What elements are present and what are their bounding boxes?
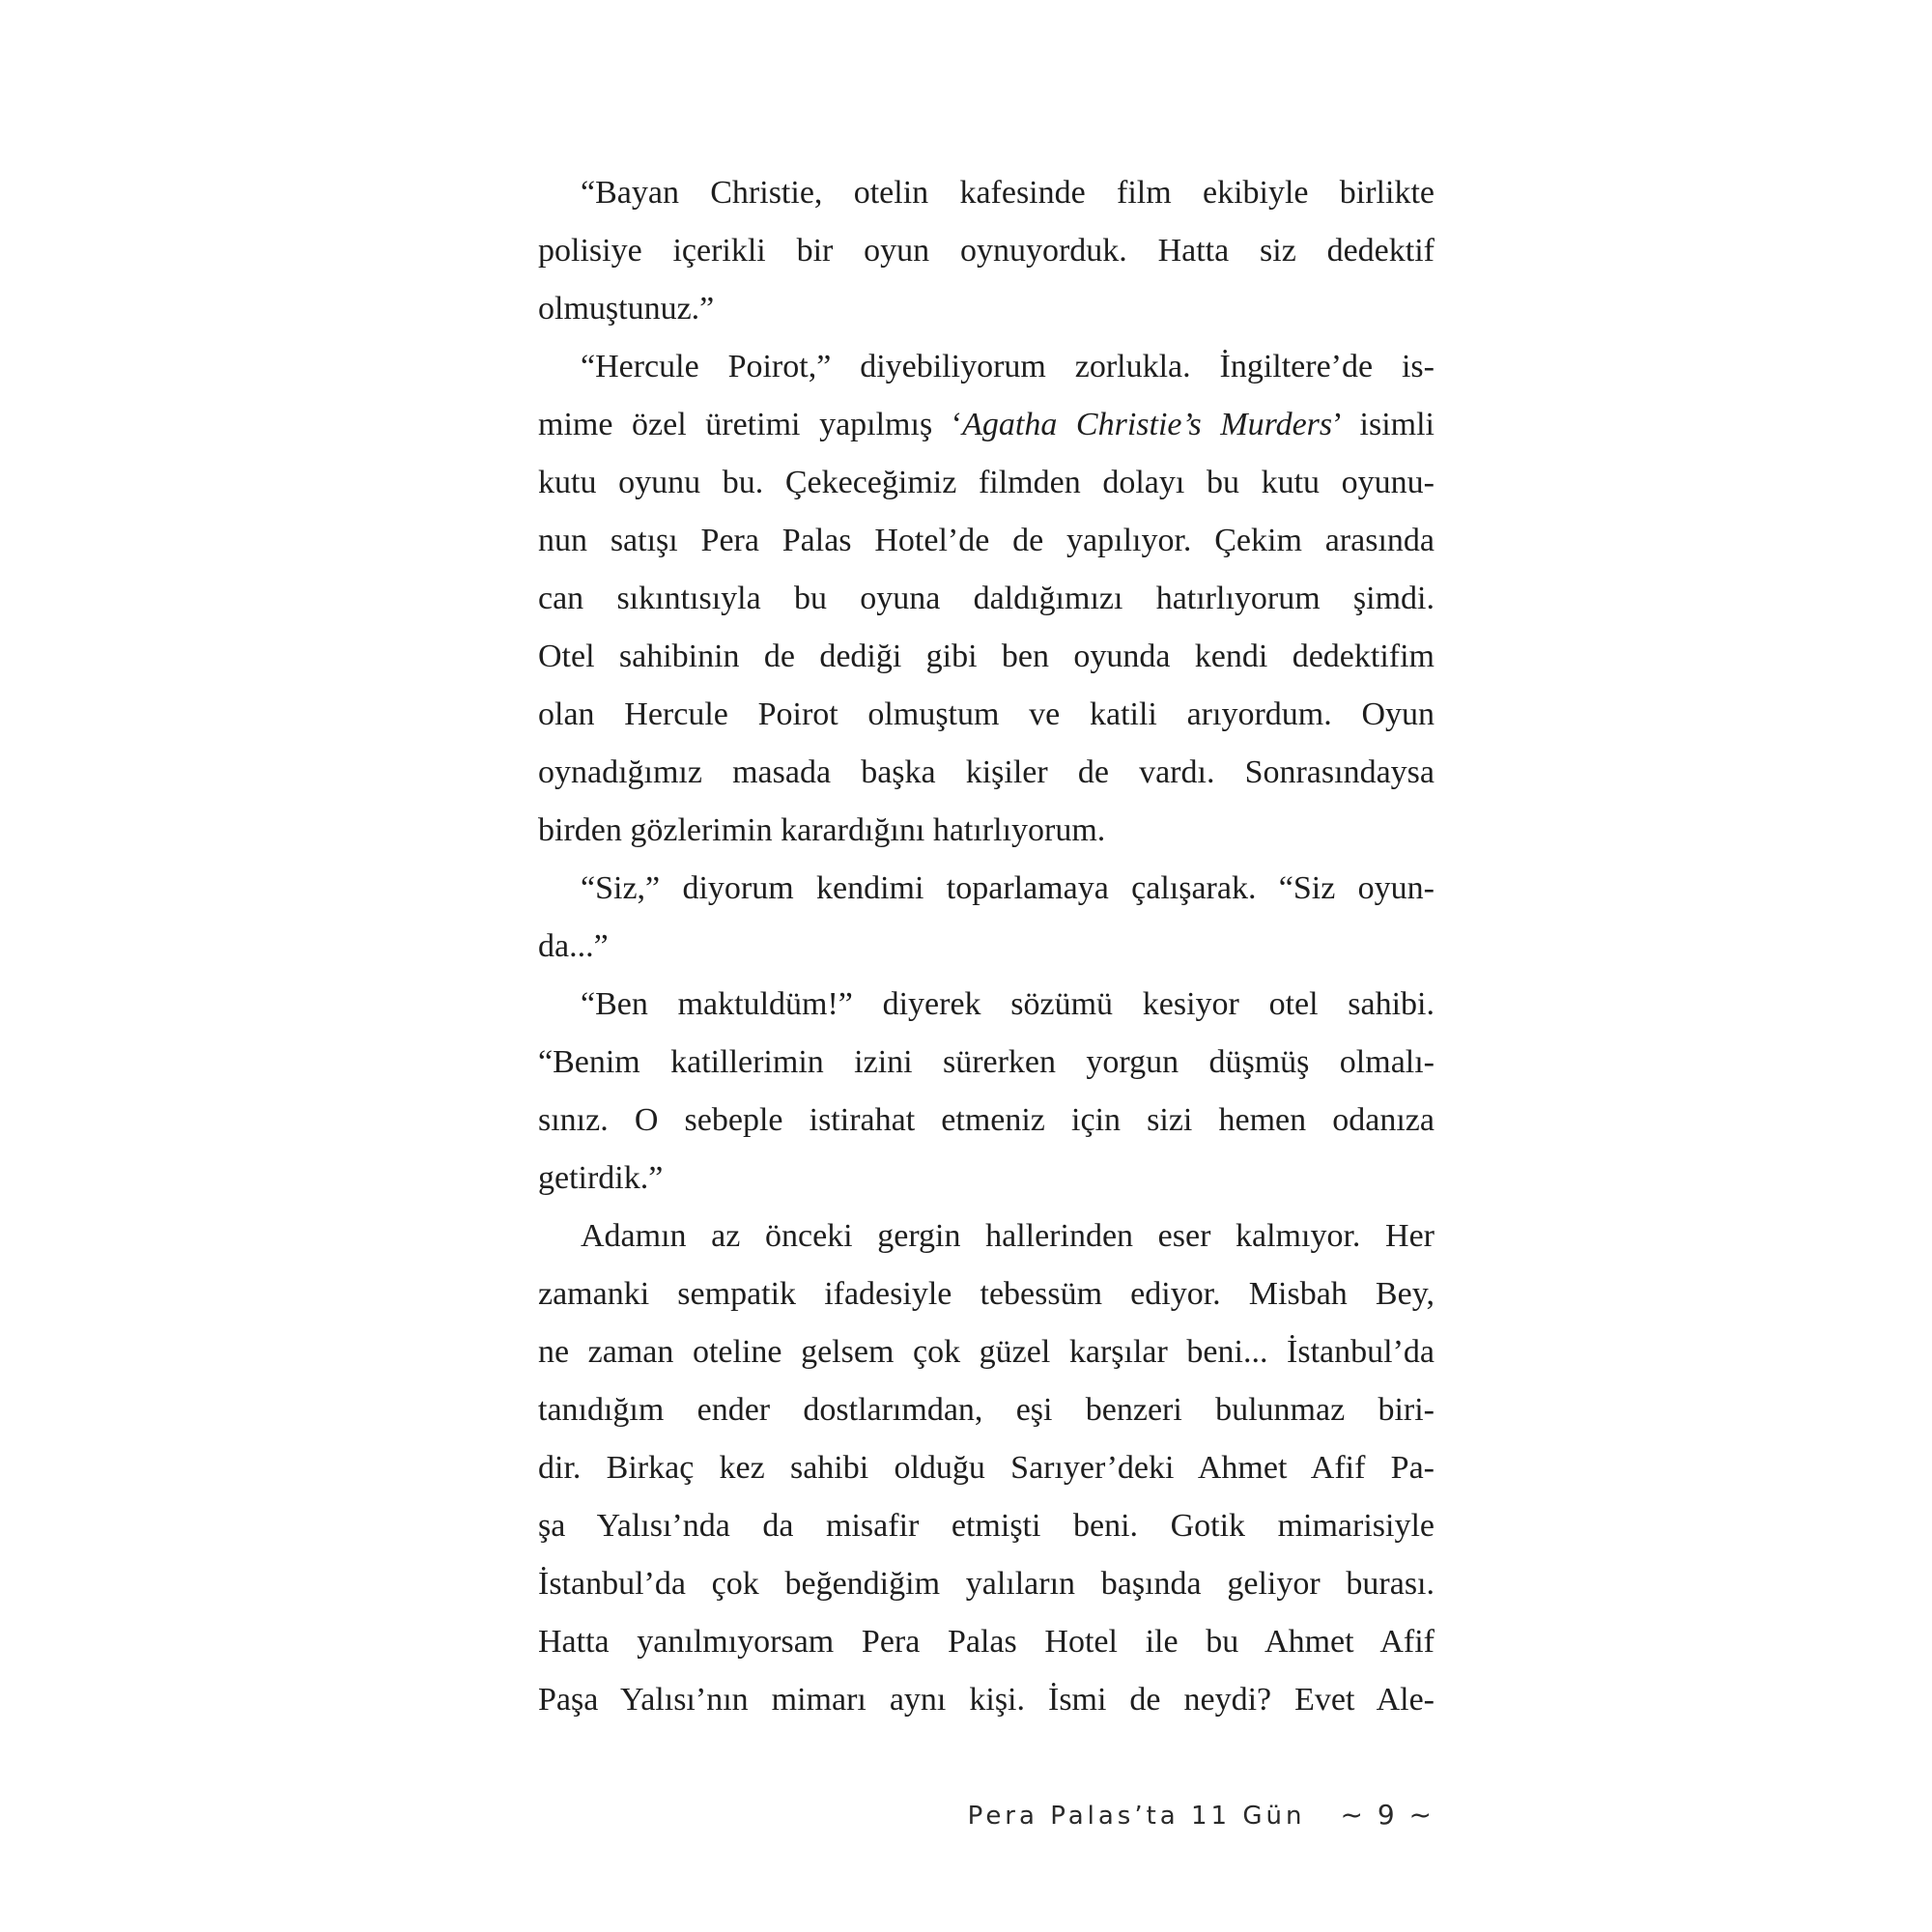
text-segment: ’ isimli — [1332, 407, 1435, 442]
text-line — [538, 744, 1435, 802]
text-line — [538, 454, 1435, 512]
text-line — [538, 1381, 1435, 1439]
text-line — [538, 628, 1435, 686]
text-line — [538, 1555, 1435, 1613]
text-segment: nun satışı Pera Palas Hotel’de de yapılıyor. Çekim arasında — [538, 523, 1435, 558]
text-line — [538, 976, 1435, 1034]
text-line — [538, 1323, 1435, 1381]
text-line — [538, 1034, 1435, 1092]
text-segment: oynadığımız masada başka kişiler de vardı. Sonrasındaysa — [538, 754, 1435, 790]
text-segment: getirdik.” — [538, 1160, 664, 1196]
text-segment: “Ben maktuldüm!” diyerek sözümü kesiyor otel sahibi. — [581, 986, 1435, 1022]
text-segment: da...” — [538, 928, 609, 964]
text-line — [538, 1497, 1435, 1555]
text-segment: ne zaman oteline gelsem çok güzel karşılar beni... İstanbul’da — [538, 1334, 1435, 1370]
italic-text-segment: Agatha Christie’s Murders — [962, 407, 1333, 442]
body-text — [538, 164, 1435, 1729]
text-line — [538, 860, 1435, 918]
text-line — [538, 512, 1435, 570]
running-title: Pera Palas’ta 11 Gün — [967, 1802, 1306, 1831]
text-line — [538, 396, 1435, 454]
text-segment: zamanki sempatik ifadesiyle tebessüm ediyor. Misbah Bey, — [538, 1276, 1435, 1312]
text-segment: Otel sahibinin de dediği gibi ben oyunda kendi dedektifim — [538, 639, 1435, 674]
text-line — [538, 338, 1435, 396]
text-line — [538, 570, 1435, 628]
text-segment: Adamın az önceki gergin hallerinden eser kalmıyor. Her — [581, 1218, 1435, 1254]
text-line — [538, 1439, 1435, 1497]
text-segment: birden gözlerimin karardığını hatırlıyorum. — [538, 812, 1106, 848]
text-line — [538, 280, 1435, 338]
text-segment: “Hercule Poirot,” diyebiliyorum zorlukla. İngiltere’de is- — [581, 349, 1435, 384]
page-footer — [538, 1795, 1435, 1839]
text-segment: “Benim katillerimin izini sürerken yorgun düşmüş olmalı- — [538, 1044, 1435, 1080]
text-segment: can sıkıntısıyla bu oyuna daldığımızı hatırlıyorum şimdi. — [538, 581, 1435, 616]
text-segment: tanıdığım ender dostlarımdan, eşi benzeri bulunmaz biri- — [538, 1392, 1435, 1428]
text-line — [538, 1671, 1435, 1729]
text-line — [538, 1208, 1435, 1265]
text-line — [538, 1092, 1435, 1150]
text-line — [538, 686, 1435, 744]
text-segment: olan Hercule Poirot olmuştum ve katili arıyordum. Oyun — [538, 696, 1435, 732]
text-line — [538, 1150, 1435, 1208]
text-segment: dir. Birkaç kez sahibi olduğu Sarıyer’deki Ahmet Afif Pa- — [538, 1450, 1435, 1486]
text-line — [538, 1613, 1435, 1671]
text-segment: “Siz,” diyorum kendimi toparlamaya çalışarak. “Siz oyun- — [581, 870, 1435, 906]
text-segment: şa Yalısı’nda da misafir etmişti beni. Gotik mimarisiyle — [538, 1508, 1435, 1544]
text-segment: “Bayan Christie, otelin kafesinde film ekibiyle birlikte — [581, 175, 1435, 211]
text-segment: olmuştunuz.” — [538, 291, 715, 327]
text-segment: sınız. O sebeple istirahat etmeniz için sizi hemen odanıza — [538, 1102, 1435, 1138]
page-number: ~ 9 ~ — [1340, 1799, 1435, 1831]
text-line — [538, 918, 1435, 976]
text-segment: mime özel üretimi yapılmış ‘ — [538, 407, 963, 442]
text-segment: Paşa Yalısı’nın mimarı aynı kişi. İsmi de neydi? Evet Ale- — [538, 1682, 1435, 1718]
text-segment: polisiye içerikli bir oyun oynuyorduk. Hatta siz dedektif — [538, 233, 1435, 269]
text-segment: Hatta yanılmıyorsam Pera Palas Hotel ile bu Ahmet Afif — [538, 1624, 1435, 1660]
text-line — [538, 222, 1435, 280]
text-line — [538, 1265, 1435, 1323]
text-line — [538, 164, 1435, 222]
text-line — [538, 802, 1435, 860]
text-segment: İstanbul’da çok beğendiğim yalıların başında geliyor burası. — [538, 1566, 1435, 1602]
text-segment: kutu oyunu bu. Çekeceğimiz filmden dolayı bu kutu oyunu- — [538, 465, 1435, 500]
